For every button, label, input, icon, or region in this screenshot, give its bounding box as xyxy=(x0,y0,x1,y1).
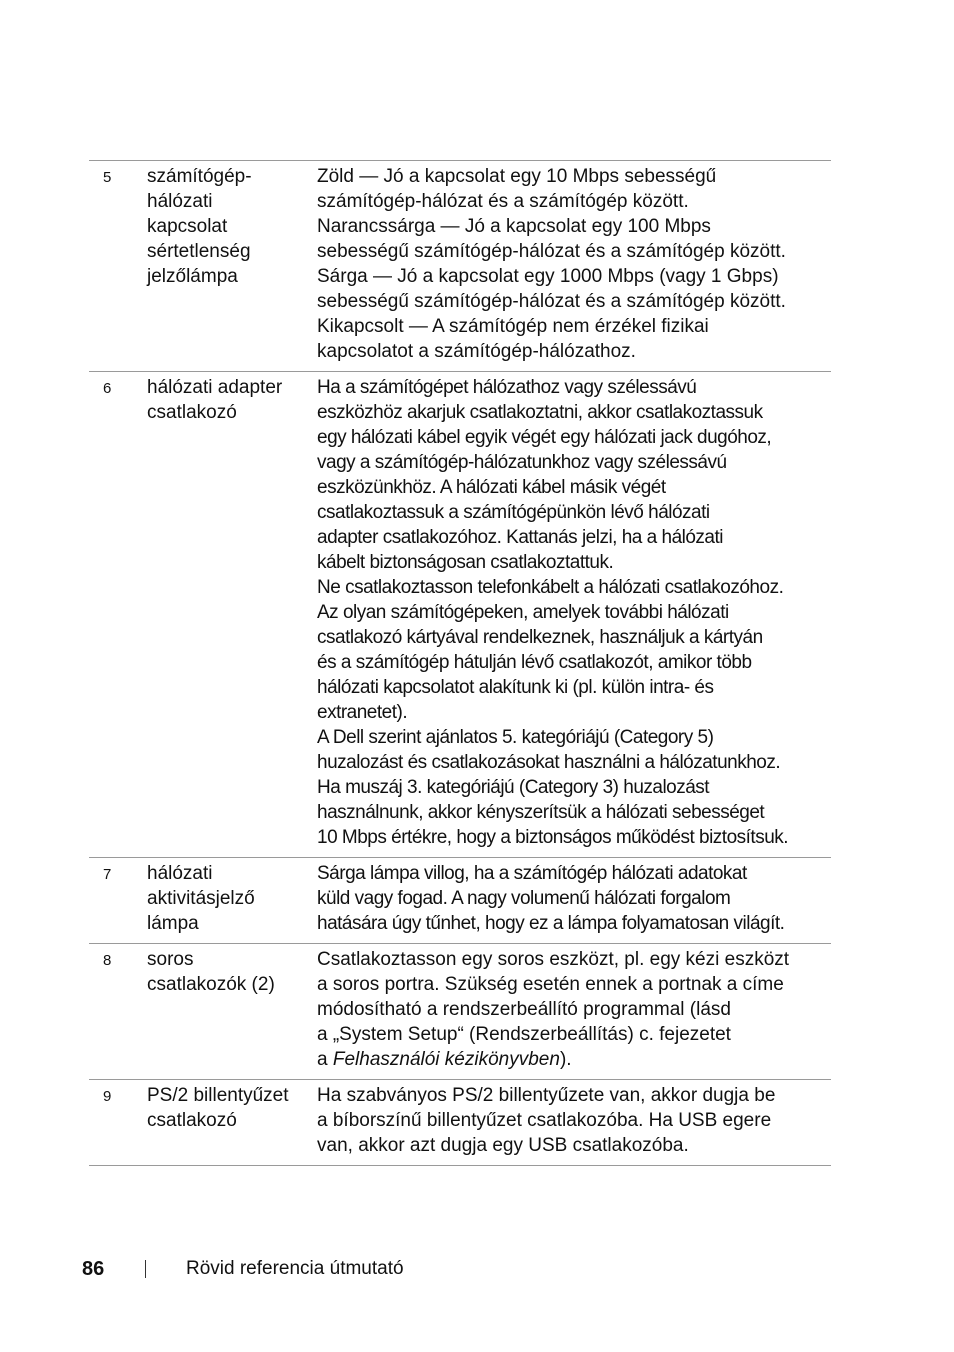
connector-description xyxy=(317,164,831,364)
description-paragraph: Ha szabványos PS/2 billentyűzete van, akkor dugja be a bíborszínű billentyűzet csatlakozóba. Ha USB egere van, akkor azt dugja egy USB csatlakozóba. xyxy=(317,1085,776,1156)
description-paragraph: A Dell szerint ajánlatos 5. kategóriájú (Category 5) huzalozást és csatlakozásokat használni a hálózatunkhoz. Ha muszáj 3. kategóriájú (Category 3) huzalozást használnunk, akkor kényszerítsük a hálózati sebességet 10 Mbps értékre, hogy a biztonságos működést biztosítsuk. xyxy=(317,727,789,848)
row-number: 9 xyxy=(103,1088,112,1105)
row-number: 7 xyxy=(103,866,112,883)
table-row xyxy=(89,1080,831,1166)
page-footer xyxy=(82,1256,404,1282)
connector-description xyxy=(317,1083,831,1158)
table-row xyxy=(89,372,831,858)
description-paragraph: Ne csatlakoztasson telefonkábelt a hálózati csatlakozóhoz. xyxy=(317,577,784,598)
connector-name: hálózati adapter csatlakozó xyxy=(147,377,283,423)
table-row xyxy=(89,858,831,944)
description-paragraph: Narancssárga — Jó a kapcsolat egy 100 Mbps sebességű számítógép-hálózat és a számítógép között. xyxy=(317,216,786,262)
description-text-end: ). xyxy=(559,1049,572,1070)
connector-name: soros csatlakozók (2) xyxy=(147,949,275,995)
connector-name: számítógép- hálózati kapcsolat sértetlenség jelzőlámpa xyxy=(147,166,252,287)
description-paragraph: Kikapcsolt — A számítógép nem érzékel fizikai kapcsolatot a számítógép-hálózathoz. xyxy=(317,316,709,362)
connector-description xyxy=(317,947,831,1072)
footer-title: Rövid referencia útmutató xyxy=(186,1258,404,1279)
description-paragraph xyxy=(317,947,831,1072)
description-paragraph: Zöld — Jó a kapcsolat egy 10 Mbps sebességű számítógép-hálózat és a számítógép között. xyxy=(317,166,717,212)
description-paragraph: Ha a számítógépet hálózathoz vagy szélessávú eszközhöz akarjuk csatlakoztatni, akkor csatlakoztassuk egy hálózati kábel egyik végét egy hálózati jack dugóhoz, vagy a számítógép-hálózatunkhoz vagy szélessávú eszközünkhöz. A hálózati kábel másik végét csatlakoztassuk a számítógépünkön lévő hálózati adapter csatlakozóhoz. Kattanás jelzi, ha a hálózati kábelt biztonságosan csatlakoztattuk. xyxy=(317,377,772,573)
table-row xyxy=(89,161,831,372)
description-text: Csatlakoztasson egy soros eszközt, pl. egy kézi eszközt a soros portra. Szükség esetén ennek a portnak a címe módosítható a rendszerbeállító programmal (lásd a „System Setup“ (Rendszerbeállítás) c. fejezetet a xyxy=(317,949,790,1070)
description-paragraph: Sárga — Jó a kapcsolat egy 1000 Mbps (vagy 1 Gbps) sebességű számítógép-hálózat és a számítógép között. xyxy=(317,266,786,312)
row-number: 6 xyxy=(103,380,112,397)
description-paragraph: Sárga lámpa villog, ha a számítógép hálózati adatokat küld vagy fogad. A nagy volumenű hálózati forgalom hatására úgy tűnhet, hogy ez a lámpa folyamatosan világít. xyxy=(317,863,785,934)
connector-description xyxy=(317,861,831,936)
footer-divider xyxy=(145,1260,146,1278)
connector-name: hálózati aktivitásjelző lámpa xyxy=(147,863,255,934)
manual-title: Felhasználói kézikönyvben xyxy=(332,1049,560,1070)
table-row xyxy=(89,944,831,1080)
connector-name: PS/2 billentyűzet csatlakozó xyxy=(147,1085,289,1131)
page-number: 86 xyxy=(82,1257,105,1280)
description-paragraph: Az olyan számítógépeken, amelyek további hálózati csatlakozó kártyával rendelkeznek, használjuk a kártyán és a számítógép hátulján lévő csatlakozót, amikor több hálózati kapcsolatot alakítunk ki (pl. külön intra- és extranetet). xyxy=(317,602,763,723)
row-number: 8 xyxy=(103,952,112,969)
connector-description xyxy=(317,375,831,850)
row-number: 5 xyxy=(103,169,112,186)
connector-table xyxy=(89,160,831,1166)
